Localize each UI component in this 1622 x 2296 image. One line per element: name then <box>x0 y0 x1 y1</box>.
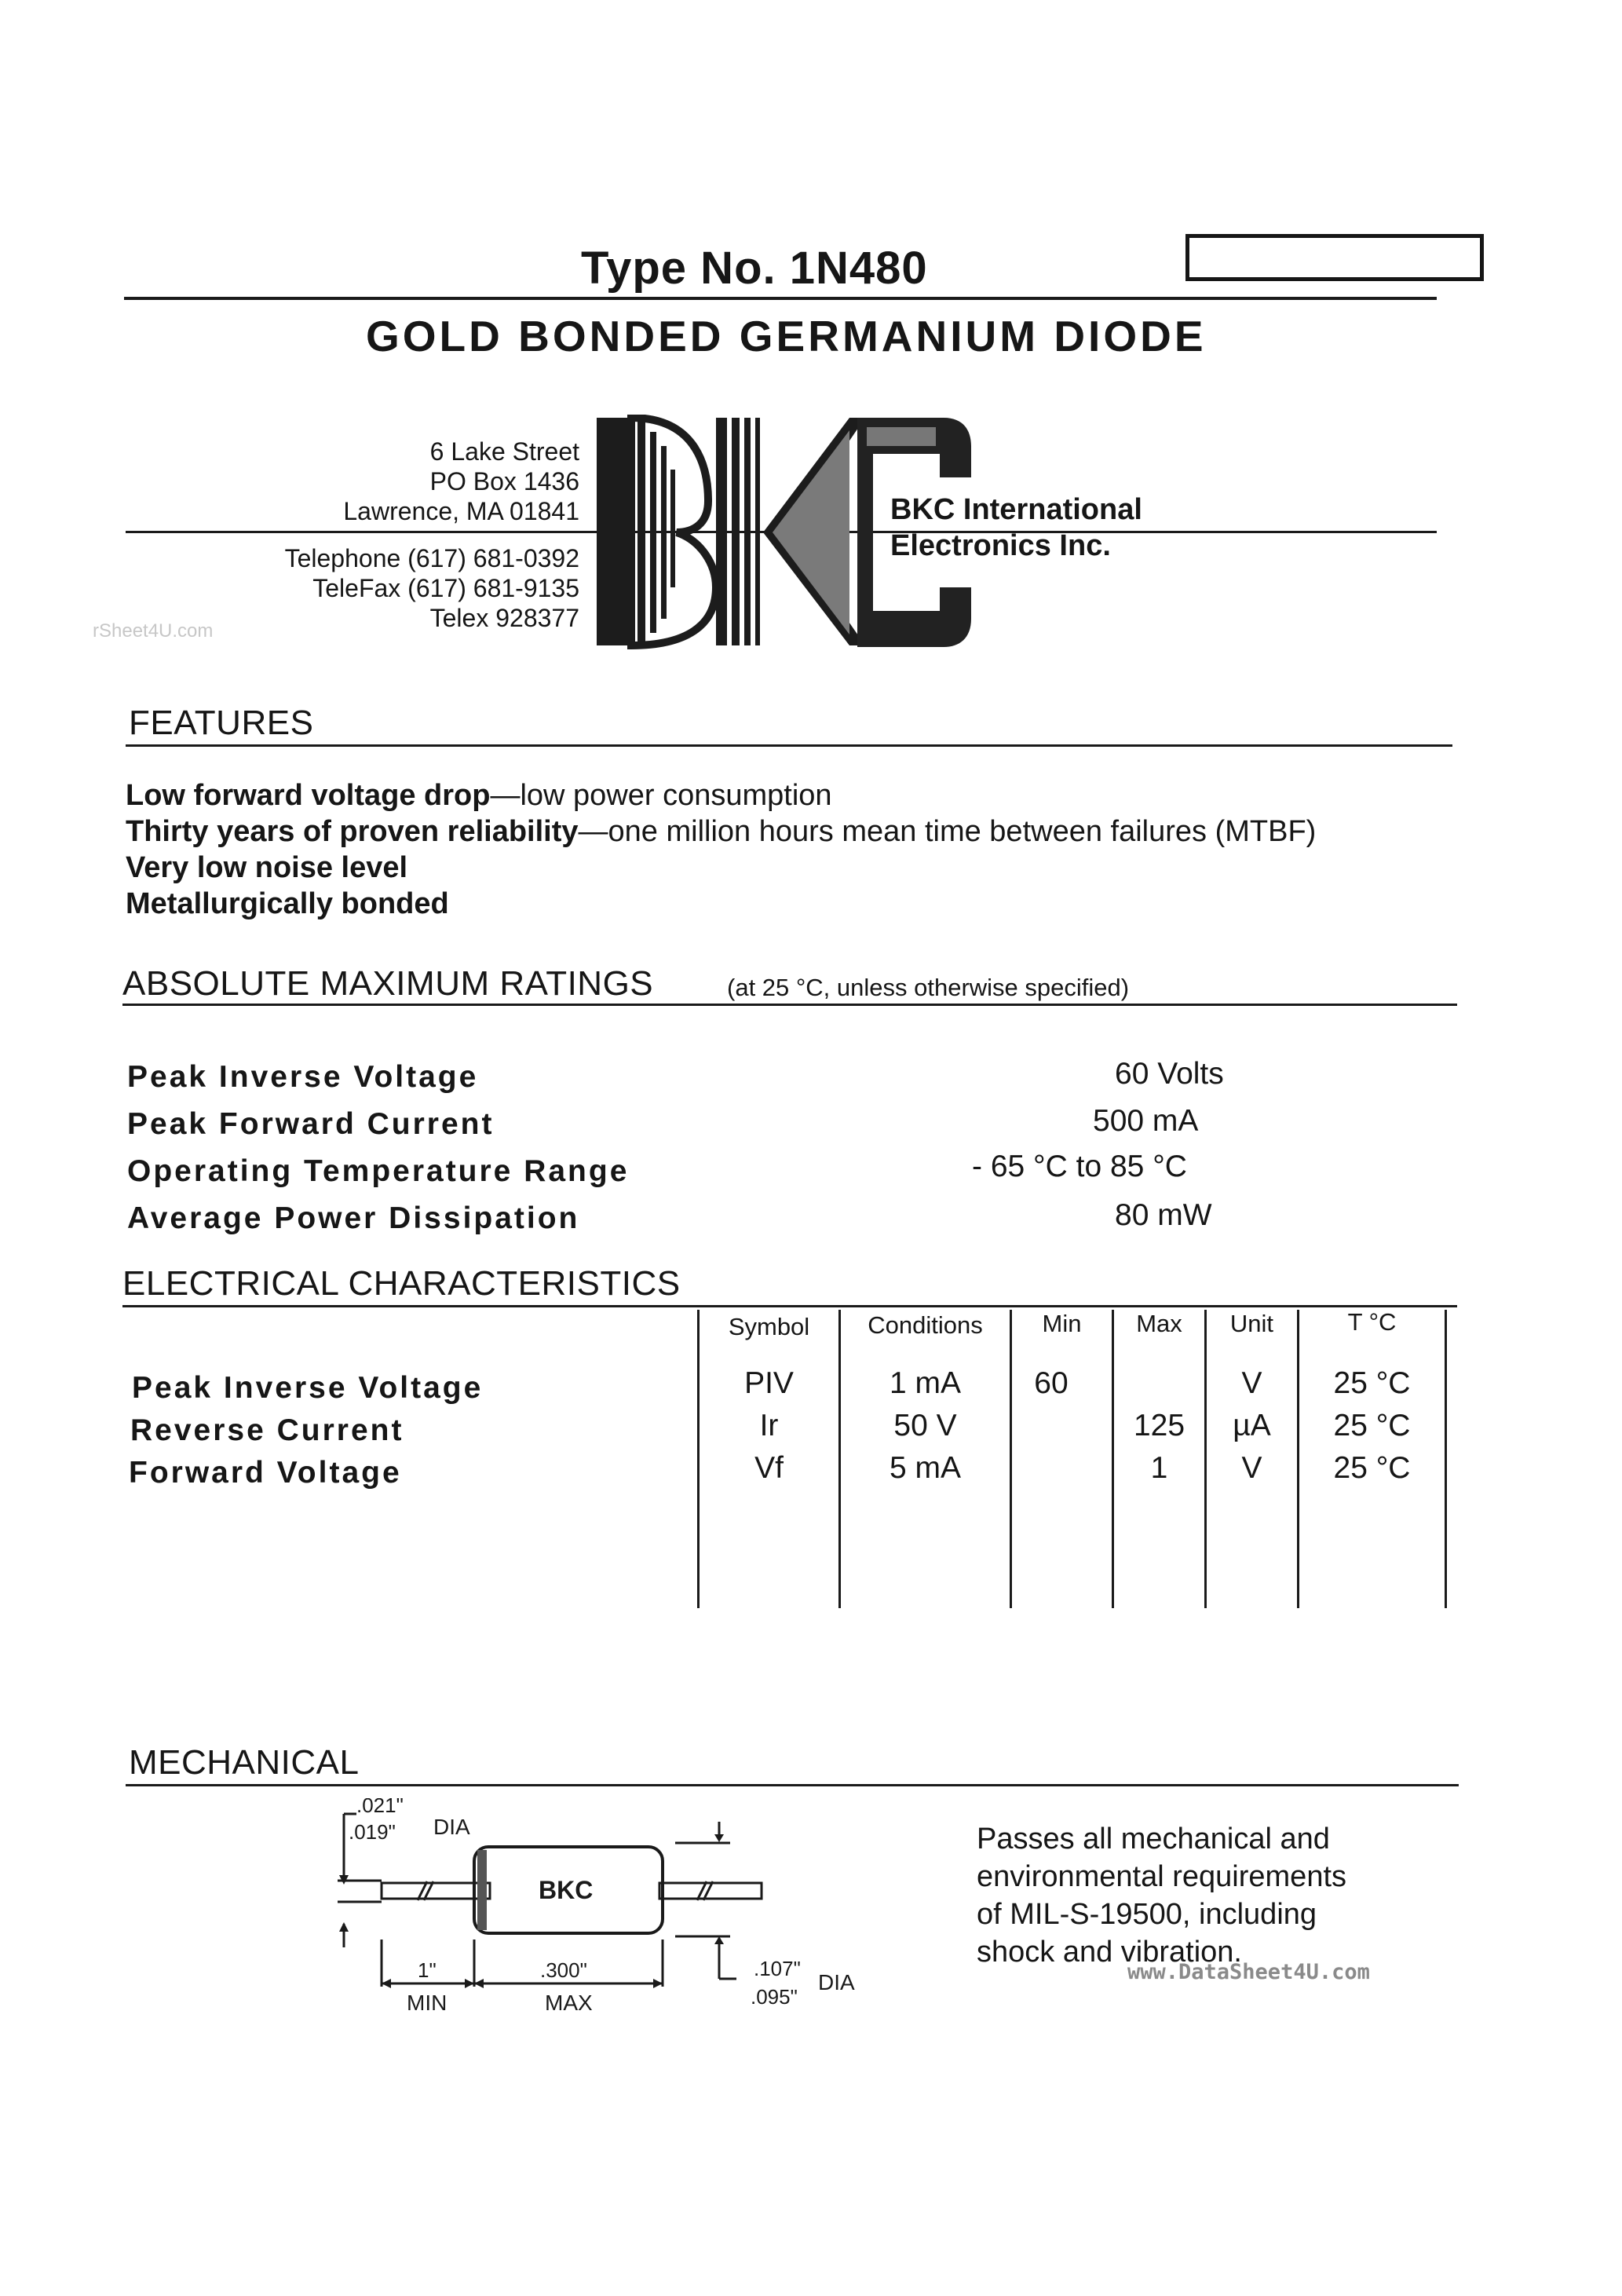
address-city: Lawrence, MA 01841 <box>343 497 579 525</box>
address-block <box>140 437 579 526</box>
column-header-min: Min <box>1042 1310 1082 1337</box>
cell-unit: V <box>1241 1451 1262 1485</box>
mechanical-line: Passes all mechanical and <box>977 1823 1330 1855</box>
page-subtitle: GOLD BONDED GERMANIUM DIODE <box>366 312 1207 360</box>
watermark-bottom: www.DataSheet4U.com <box>1127 1960 1370 1984</box>
column-header-unit: Unit <box>1229 1310 1274 1337</box>
electrical-label: Reverse Current <box>130 1413 404 1447</box>
cell-unit: µA <box>1233 1409 1271 1442</box>
rating-label: Peak Forward Current <box>127 1107 495 1141</box>
mechanical-heading: MECHANICAL <box>129 1743 360 1782</box>
cell-conditions: 50 V <box>893 1409 957 1442</box>
feature-item: Very low noise level <box>126 851 408 884</box>
electrical-rule <box>122 1305 1457 1307</box>
contact-block <box>140 543 579 633</box>
dim-body-dia-min: .095" <box>751 1985 798 2009</box>
address-pobox: PO Box 1436 <box>429 467 579 495</box>
address-street: 6 Lake Street <box>429 437 579 466</box>
cell-symbol: Vf <box>754 1451 784 1485</box>
rating-label: Peak Inverse Voltage <box>127 1060 479 1094</box>
features-heading: FEATURES <box>129 704 314 742</box>
blank-box <box>1185 234 1484 281</box>
company-name-line2: Electronics Inc. <box>890 529 1111 562</box>
company-name <box>890 492 1142 564</box>
cell-unit: V <box>1241 1366 1262 1400</box>
rating-value: 80 mW <box>1115 1198 1212 1232</box>
column-header-conditions: Conditions <box>868 1311 983 1339</box>
ratings-rule <box>122 1004 1457 1006</box>
cell-conditions: 1 mA <box>889 1366 962 1400</box>
cell-max: 125 <box>1133 1409 1185 1442</box>
cell-conditions: 5 mA <box>889 1451 962 1485</box>
feature-item: Metallurgically bonded <box>126 887 449 920</box>
cell-temp: 25 °C <box>1333 1451 1411 1485</box>
address-fax: TeleFax (617) 681-9135 <box>312 574 579 602</box>
rating-label: Average Power Dissipation <box>127 1201 580 1235</box>
dim-lead-dia-max: .021" <box>356 1798 404 1817</box>
mechanical-line: shock and vibration. <box>977 1936 1242 1969</box>
watermark-left: rSheet4U.com <box>93 620 214 642</box>
cell-symbol: PIV <box>744 1366 794 1400</box>
dim-lead-length-note: MIN <box>407 1991 448 2015</box>
rating-value: 60 Volts <box>1115 1057 1224 1091</box>
mechanical-line: of MIL-S-19500, including <box>977 1898 1317 1931</box>
ratings-note: (at 25 °C, unless otherwise specified) <box>727 974 1130 1001</box>
dim-body-dia-max: .107" <box>754 1957 801 1980</box>
column-header-symbol: Symbol <box>728 1313 810 1340</box>
cell-max: 1 <box>1150 1451 1168 1485</box>
feature-item: Thirty years of proven reliability—one million hours mean time between failures (MTBF) <box>126 815 1317 848</box>
column-divider <box>1445 1310 1447 1608</box>
rating-value: 500 mA <box>1093 1104 1199 1138</box>
column-header-temp: T °C <box>1347 1308 1397 1336</box>
cell-temp: 25 °C <box>1333 1366 1411 1400</box>
type-number: Type No. 1N480 <box>581 243 928 294</box>
mechanical-description <box>977 1820 1346 1971</box>
feature-item: Low forward voltage drop—low power consumption <box>126 779 832 812</box>
electrical-heading: ELECTRICAL CHARACTERISTICS <box>122 1264 681 1303</box>
dim-lead-dia-min: .019" <box>349 1820 396 1844</box>
cell-symbol: Ir <box>759 1409 779 1442</box>
ratings-heading: ABSOLUTE MAXIMUM RATINGS <box>122 964 654 1003</box>
dim-dia-label: DIA <box>433 1815 470 1839</box>
column-divider <box>1010 1310 1012 1608</box>
electrical-label: Peak Inverse Voltage <box>132 1371 484 1405</box>
electrical-label: Forward Voltage <box>129 1456 402 1490</box>
dim-lead-length: 1" <box>418 1958 437 1982</box>
cell-min: 60 <box>1034 1366 1069 1400</box>
rating-label: Operating Temperature Range <box>127 1154 630 1188</box>
mechanical-rule <box>126 1784 1459 1786</box>
diode-drawing <box>330 1798 879 2034</box>
address-phone: Telephone (617) 681-0392 <box>284 544 579 572</box>
dim-body-length: .300" <box>540 1958 587 1982</box>
column-header-max: Max <box>1136 1310 1182 1337</box>
title-rule <box>124 297 1437 300</box>
dim-body-length-note: MAX <box>545 1991 593 2015</box>
company-name-line1: BKC International <box>890 493 1142 526</box>
features-rule <box>126 744 1452 747</box>
mechanical-line: environmental requirements <box>977 1860 1347 1893</box>
cell-temp: 25 °C <box>1333 1409 1411 1442</box>
address-telex: Telex 928377 <box>429 604 579 632</box>
rating-value: - 65 °C to 85 °C <box>972 1150 1187 1183</box>
diode-body-label: BKC <box>539 1876 594 1904</box>
dim-body-dia-label: DIA <box>818 1970 855 1994</box>
features-list <box>126 777 1316 922</box>
